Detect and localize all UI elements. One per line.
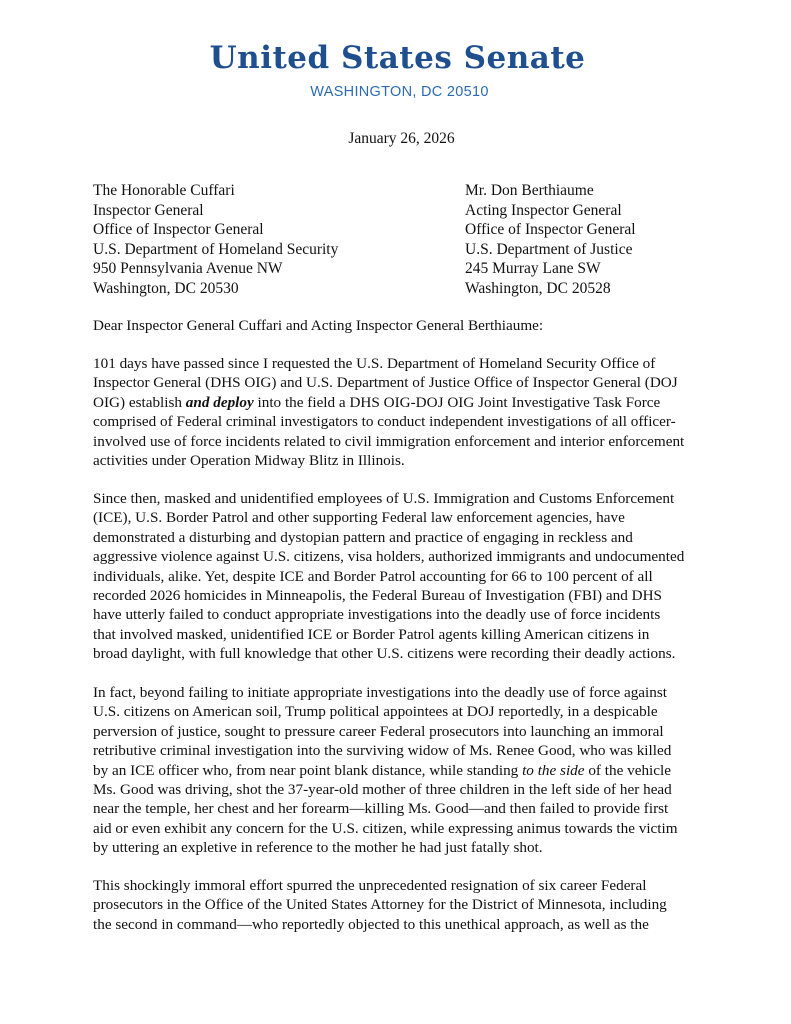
paragraph-line: aggressive violence against U.S. citizens, visa holders, authorized immigrants and undocumented (93, 548, 685, 566)
recipient-line: Office of Inspector General (465, 221, 636, 239)
paragraph-line: individuals, alike. Yet, despite ICE and Border Patrol accounting for 66 to 100 percent of all (93, 567, 653, 585)
paragraph-line (93, 761, 705, 780)
text-run: into the field a DHS OIG-DOJ OIG Joint Investigative Task Force (253, 393, 661, 411)
paragraph-line (93, 393, 705, 412)
letterhead (0, 38, 791, 100)
emphasis-to-the-side: to the side (522, 761, 585, 779)
text-run: by an ICE officer who, from near point blank distance, while standing (93, 761, 523, 779)
letter-date: January 26, 2026 (348, 130, 455, 147)
paragraph-line: U.S. citizens on American soil, Trump political appointees at DOJ reportedly, in a despicable (93, 703, 658, 721)
paragraph-line: activities under Operation Midway Blitz in Illinois. (93, 452, 405, 470)
paragraph-line: recorded 2026 homicides in Minneapolis, the Federal Bureau of Investigation (FBI) and DHS (93, 587, 662, 605)
paragraph-line: aid or even exhibit any concern for the U.S. citizen, while expressing animus towards the victim (93, 819, 678, 837)
senate-title: United States Senate (209, 40, 586, 76)
recipient-line: 950 Pennsylvania Avenue NW (93, 260, 283, 278)
salutation: Dear Inspector General Cuffari and Acting Inspector General Berthiaume: (93, 317, 544, 334)
recipient-line: Mr. Don Berthiaume (465, 182, 594, 199)
paragraph-line: have utterly failed to conduct appropriate investigations into the deadly use of force incidents (93, 606, 661, 624)
paragraph-4 (93, 876, 705, 934)
recipient-line: Acting Inspector General (465, 201, 622, 219)
paragraph-line: Ms. Good was driving, shot the 37-year-old mother of three children in the left side of her head (93, 781, 672, 799)
paragraph-line: prosecutors in the Office of the United States Attorney for the District of Minnesota, including (93, 896, 667, 914)
paragraph-line: perversion of justice, sought to pressure career Federal prosecutors into launching an immoral (93, 722, 664, 740)
paragraph-line: 101 days have passed since I requested the U.S. Department of Homeland Security Office of (93, 355, 656, 372)
recipient-dhs (93, 181, 338, 299)
paragraph-line: retributive criminal investigation into the surviving widow of Ms. Renee Good, who was killed (93, 742, 672, 760)
recipient-line: Washington, DC 20530 (93, 279, 239, 297)
recipient-doj (465, 181, 636, 299)
recipient-line: Office of Inspector General (93, 221, 264, 239)
paragraph-line: In fact, beyond failing to initiate appropriate investigations into the deadly use of force against (93, 684, 667, 701)
paragraph-3 (93, 683, 705, 858)
paragraph-line: by uttering an expletive in reference to the mother he had just fatally shot. (93, 839, 543, 857)
recipient-line: U.S. Department of Homeland Security (93, 240, 339, 258)
paragraph-line: broad daylight, with full knowledge that other U.S. citizens were recording their deadly actions. (93, 645, 676, 663)
text-run: of the vehicle (584, 761, 671, 779)
paragraph-line: demonstrated a disturbing and dystopian pattern and practice of engaging in reckless and (93, 528, 633, 546)
senate-address: WASHINGTON, DC 20510 (310, 84, 489, 100)
recipient-line: 245 Murray Lane SW (465, 260, 601, 278)
paragraph-line: near the temple, her chest and her forearm—killing Ms. Good—and then failed to provide first (93, 800, 669, 818)
paragraph-1 (93, 354, 705, 470)
recipient-line: Washington, DC 20528 (465, 279, 611, 297)
paragraph-line: the second in command—who reportedly objected to this unethical approach, as well as the (93, 915, 649, 933)
recipient-line: Inspector General (93, 201, 204, 219)
recipient-line: The Honorable Cuffari (93, 182, 235, 199)
paragraph-line: comprised of Federal criminal investigators to conduct independent investigations of all officer- (93, 413, 676, 431)
paragraph-line: (ICE), U.S. Border Patrol and other supporting Federal law enforcement agencies, have (93, 509, 625, 527)
paragraph-line: that involved masked, unidentified ICE or Border Patrol agents killing American citizens in (93, 625, 650, 643)
emphasis-and-deploy: and deploy (185, 393, 254, 411)
paragraph-line: Inspector General (DHS OIG) and U.S. Department of Justice Office of Inspector General (DOJ (93, 374, 678, 392)
paragraph-2 (93, 489, 705, 664)
recipient-line: U.S. Department of Justice (465, 240, 633, 258)
paragraph-line: involved use of force incidents related to civil immigration enforcement and interior enforcement (93, 432, 685, 450)
paragraph-line: This shockingly immoral effort spurred the unprecedented resignation of six career Federal (93, 877, 647, 894)
paragraph-line: Since then, masked and unidentified employees of U.S. Immigration and Customs Enforcement (93, 490, 675, 507)
text-run: OIG) establish (93, 393, 186, 411)
